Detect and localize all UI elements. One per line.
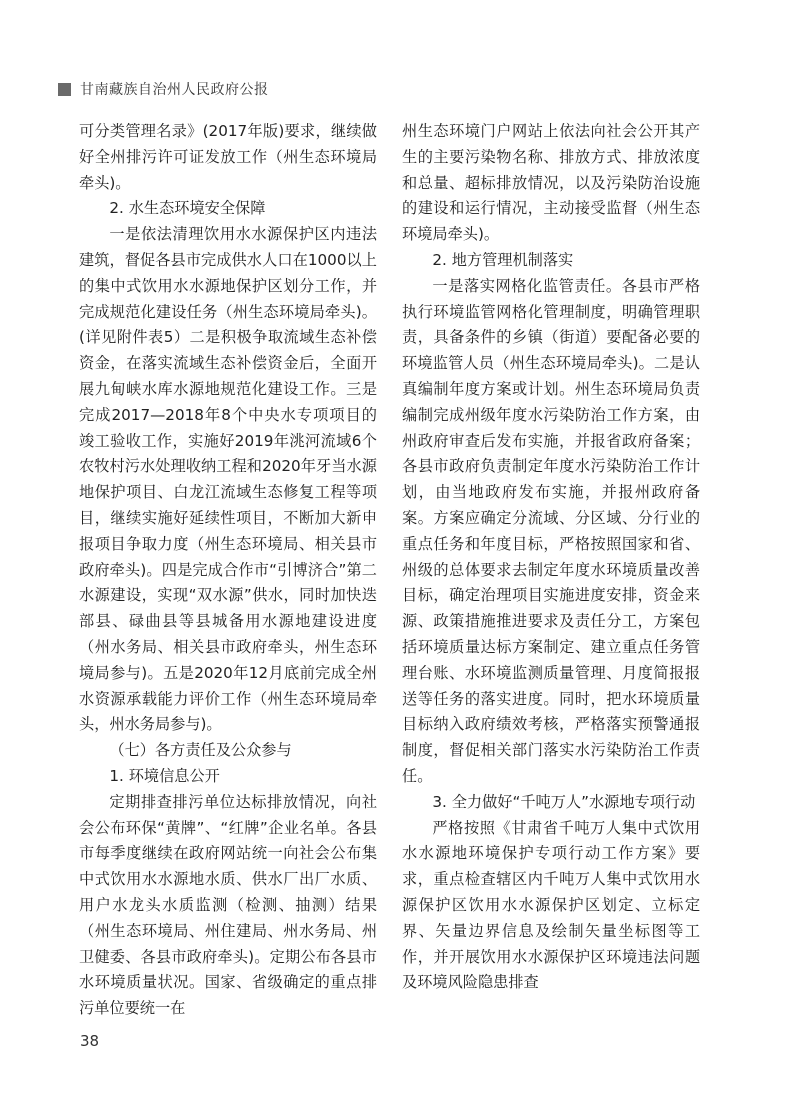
page-number: 38: [80, 1032, 100, 1050]
paragraph: 州生态环境门户网站上依法向社会公开其产生的主要污染物名称、排放方式、排放浓度和总量、超标排放情况，以及污染防治设施的建设和运行情况，主动接受监督（州生态环境局牵头)。: [402, 122, 700, 244]
paragraph: 可分类管理名录》(2017年版)要求，继续做好全州排污许可证发放工作（州生态环境局牵头)。: [79, 122, 377, 192]
section-heading: 2. 地方管理机制落实: [432, 250, 574, 269]
paragraph: 一是依法清理饮用水水源保护区内违法建筑，督促各县市完成供水人口在1000以上的集中式饮用水水源地保护区划分工作，并完成规范化建设任务（州生态环境局牵头)。(详见附件表5）二是积极争取流域生态补偿资金，在落实流域生态补偿资金后，全面开展九甸峡水库水源地规范化建设工作。三是完成2017—2018年8个中央水专项项目的竣工验收工作，实施好2019年洮河流域6个农牧村污水处理收纳工程和2020年牙当水源地保护项目、白龙江流域生态修复工程等项目，继续实施好延续性项目，不断加大新申报项目争取力度（州生态环境局、相关县市政府牵头)。四是完成合作市“引博济合”第二水源建设，实现“双水源”供水，同时加快迭部县、碌曲县等县城备用水源地建设进度（州水务局、相关县市政府牵头，州生态环境局参与)。五是2020年12月底前完成全州水资源承载能力评价工作（州生态环境局牵头，州水务局参与)。: [79, 225, 377, 734]
section-heading: 2. 水生态环境安全保障: [109, 199, 266, 218]
right-column: [402, 119, 700, 996]
section-heading: 1. 环境信息公开: [109, 766, 220, 785]
publication-title: 甘南藏族自治州人民政府公报: [80, 82, 269, 98]
paragraph: 一是落实网格化监管责任。各县市严格执行环境监管网格化管理制度，明确管理职责，具备条件的乡镇（街道）要配备必要的环境监管人员（州生态环境局牵头)。二是认真编制年度方案或计划。州生态环境局负责编制完成州级年度水污染防治工作方案，由州政府审查后发布实施，并报省政府备案；各县市政府负责制定年度水污染防治工作计划，由当地政府发布实施，并报州政府备案。方案应确定分流域、分区域、分行业的重点任务和年度目标，严格按照国家和省、州级的总体要求去制定年度水环境质量改善目标，确定治理项目实施进度安排，资金来源、政策措施推进要求及责任分工，方案包括环境质量达标方案制定、建立重点任务管理台账、水环境监测质量管理、月度简报报送等任务的落实进度。同时，把水环境质量目标纳入政府绩效考核，严格落实预警通报制度，督促相关部门落实水污染防治工作责任。: [402, 276, 700, 785]
subsection-heading: （七）各方责任及公众参与: [109, 741, 292, 760]
page-header: [58, 79, 269, 99]
section-heading: 3. 全力做好“千吨万人”水源地专项行动: [432, 792, 696, 811]
header-square-icon: [58, 83, 71, 96]
paragraph: 定期排查排污单位达标排放情况，向社会公布环保“黄牌”、“红牌”企业名单。各县市每季度继续在政府网站统一向社会公布集中式饮用水水源地水质、供水厂出厂水质、用户水龙头水质监测（检测、抽测）结果（州生态环境局、州住建局、州水务局、州卫健委、各县市政府牵头)。定期公布各县市水环境质量状况。国家、省级确定的重点排污单位要统一在: [79, 792, 377, 1018]
left-column: [79, 119, 377, 1022]
paragraph: 严格按照《甘肃省千吨万人集中式饮用水水源地环境保护专项行动工作方案》要求，重点检查辖区内千吨万人集中式饮用水源保护区饮用水水源保护区划定、立标定界、矢量边界信息及绘制矢量坐标图等工作，并开展饮用水水源保护区环境违法问题及环境风险隐患排查: [402, 818, 700, 992]
